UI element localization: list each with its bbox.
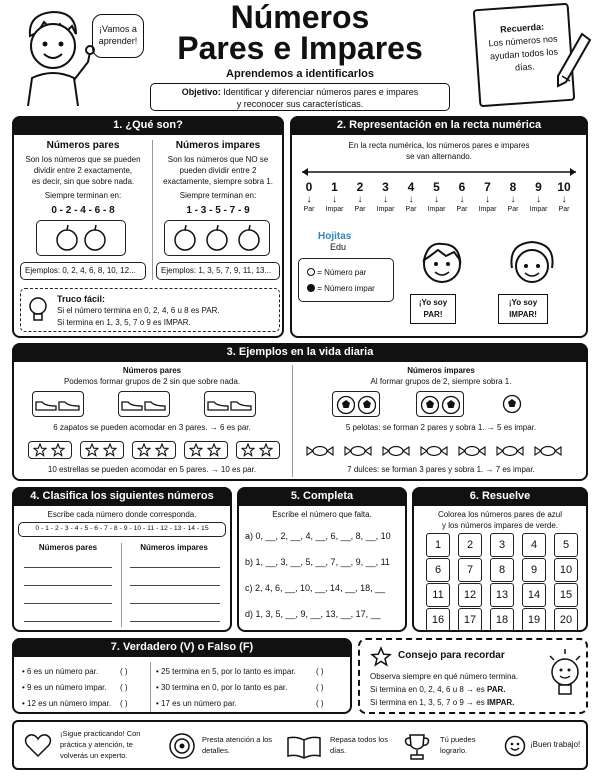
- grid-number-cell[interactable]: 2: [458, 533, 482, 557]
- grid-number-cell[interactable]: 20: [554, 608, 578, 632]
- tick-label: Impar: [427, 206, 446, 213]
- sequence-item[interactable]: c) 2, 4, 6, __, 10, __, 14, __, 18, __: [245, 583, 386, 593]
- advice-title: Consejo para recordar: [398, 650, 505, 661]
- tick-label: Impar: [325, 206, 344, 213]
- tick-number: 0: [305, 180, 313, 194]
- solve-instruction-2: y los números impares de verde.: [441, 521, 559, 530]
- heart-icon: [24, 732, 52, 758]
- odd-line: exactamente, siempre sobra 1.: [163, 177, 273, 186]
- ball-pair-icon: [332, 391, 380, 417]
- odd-column: [154, 140, 282, 217]
- section-1-header: 1. ¿Qué son?: [12, 116, 284, 135]
- balls-caption: 5 pelotas: se forman 2 pares y sobra 1. → 5 es impar.: [345, 423, 537, 432]
- tip-line-2: Si termina en 1, 3, 5, 7 o 9 es IMPAR.: [57, 318, 191, 327]
- brand-logo: [318, 232, 351, 253]
- girl-sign-2: IMPAR!: [509, 310, 537, 319]
- even-examples: Ejemplos: 0, 2, 4, 6, 8, 10, 12...: [20, 262, 146, 280]
- down-arrow-icon: ↓: [434, 194, 439, 205]
- tf-statement: 30 termina en 0, por lo tanto es par.: [161, 683, 288, 692]
- even-line: dividir entre 2 exactamente,: [33, 166, 133, 175]
- section-7-header: 7. Verdadero (V) o Falso (F): [12, 638, 352, 657]
- section-what-are: [12, 116, 284, 338]
- objective-text-2: y reconocer sus características.: [236, 99, 364, 109]
- star-pair-icon: [28, 441, 72, 459]
- pencil-icon: [552, 30, 592, 90]
- shoe-pair-icon: [118, 391, 170, 417]
- section-6-header: 6. Resuelve: [412, 487, 588, 506]
- shoe-pair-icon: [204, 391, 256, 417]
- lightbulb-icon: [27, 295, 49, 323]
- grid-number-cell[interactable]: 17: [458, 608, 482, 632]
- legend-box: [298, 258, 394, 302]
- speech-bubble: [92, 14, 144, 58]
- tip-box: [20, 288, 280, 332]
- odd-line: Son los números que NO se: [167, 155, 269, 164]
- section-2-header: 2. Representación en la recta numérica: [290, 116, 588, 135]
- logo-text-2: Edu: [330, 242, 347, 252]
- number-sequence: 0 - 1 - 2 - 3 - 4 - 5 - 6 - 7 - 8 - 9 - 10 - 11 - 12 - 13 - 14 - 15: [18, 522, 226, 537]
- tick-number: 9: [535, 180, 542, 194]
- girl-character: [502, 238, 562, 298]
- advice-impar: IMPAR.: [486, 698, 515, 707]
- down-arrow-icon: ↓: [510, 194, 516, 205]
- even-column: [18, 140, 148, 217]
- odd-line: Siempre terminan en:: [179, 191, 257, 200]
- two-apples: [36, 220, 126, 256]
- grid-number-cell[interactable]: 19: [522, 608, 546, 632]
- section-3-header: 3. Ejemplos en la vida diaria: [12, 343, 588, 362]
- grid-number-cell[interactable]: 12: [458, 583, 482, 607]
- footer-tip-3: Repasa todos los días.: [330, 735, 388, 755]
- solve-instruction-1: Colorea los números pares de azul: [437, 510, 563, 519]
- even-line: es decir, sin que sobre nada.: [31, 177, 135, 186]
- number-tick: [502, 180, 524, 213]
- sequence-item[interactable]: d) 1, 3, 5, __, 9, __, 13, __, 17, __: [245, 609, 381, 619]
- book-icon: [286, 734, 322, 760]
- tf-answer[interactable]: ( ): [316, 699, 324, 708]
- section-5-header: 5. Completa: [237, 487, 407, 506]
- even-line: Siempre terminan en:: [44, 191, 122, 200]
- single-ball-icon: [502, 391, 524, 417]
- tick-label: Impar: [529, 206, 548, 213]
- down-arrow-icon: ↓: [383, 194, 388, 205]
- three-apples: [164, 220, 270, 256]
- boy-character: [412, 238, 472, 298]
- subtitle: Aprendemos a identificarlos: [226, 68, 374, 80]
- candy-icon: [306, 445, 334, 457]
- number-tick: [528, 180, 550, 213]
- odd-title: Números impares: [175, 140, 261, 151]
- title-line-2: Pares e Impares: [177, 30, 423, 66]
- candy-icon: [344, 445, 372, 457]
- tick-number: 5: [433, 180, 440, 194]
- grid-number-cell[interactable]: 5: [554, 533, 578, 557]
- candy-icon: [382, 445, 410, 457]
- down-arrow-icon: ↓: [485, 194, 490, 205]
- even-line: Son los números que se pueden: [25, 155, 141, 164]
- number-tick: [400, 180, 422, 213]
- number-tick: [426, 180, 448, 213]
- tf-answer[interactable]: ( ): [120, 699, 128, 708]
- star-pair-icon: [80, 441, 124, 459]
- grid-number-cell[interactable]: 13: [490, 583, 514, 607]
- tick-number: 10: [557, 180, 571, 194]
- grid-number-cell[interactable]: 11: [426, 583, 450, 607]
- tick-number: 1: [331, 180, 338, 194]
- number-tick: [298, 180, 320, 213]
- section-4-header: 4. Clasifica los siguientes números: [12, 487, 232, 506]
- grid-number-cell[interactable]: 7: [458, 558, 482, 582]
- sequence-item[interactable]: b) 1, __, 3, __, 5, __, 7, __, 9, __, 11: [245, 557, 390, 567]
- star-pair-icon: [132, 441, 176, 459]
- s3-even-sub: Podemos formar grupos de 2 sin que sobre nada.: [63, 377, 241, 386]
- tf-answer[interactable]: ( ): [120, 667, 128, 676]
- intro-line-2: se van alternando.: [406, 152, 472, 161]
- section-daily-examples: [12, 343, 588, 481]
- tick-label: Par: [507, 206, 519, 213]
- section-number-line: [290, 116, 588, 338]
- intro-line-1: En la recta numérica, los números pares e impares: [348, 141, 530, 150]
- complete-instruction: Escribe el número que falta.: [272, 510, 372, 519]
- grid-number-cell[interactable]: 3: [490, 533, 514, 557]
- advice-line-2: Si termina en 0, 2, 4, 6 u 8 → es: [370, 685, 487, 694]
- objective-box: [150, 83, 450, 111]
- tf-statement: 6 es un número par.: [27, 667, 99, 676]
- sequence-item[interactable]: a) 0, __, 2, __, 4, __, 6, __, 8, __, 10: [245, 531, 391, 541]
- number-tick: [477, 180, 499, 213]
- stars-caption: 10 estrellas se pueden acomodar en 5 pares. → 10 es par.: [47, 465, 257, 474]
- tf-statement: 12 es un número impar.: [27, 699, 112, 708]
- tf-statement: 9 es un número impar.: [27, 683, 107, 692]
- tick-label: Par: [405, 206, 417, 213]
- footer-tip-5: ¡Buen trabajo!: [530, 740, 581, 749]
- footer-tip-1: ¡Sigue practicando! Con práctica y atención, te volverás un experto.: [60, 729, 141, 760]
- tf-statement: 17 es un número par.: [161, 699, 237, 708]
- col-even: Números pares: [38, 543, 98, 552]
- page-title: [150, 2, 450, 64]
- tick-label: Impar: [376, 206, 395, 213]
- candies-caption: 7 dulces: se forman 3 pares y sobra 1. → 7 es impar.: [347, 465, 535, 474]
- footer-tip-2: Presta atención a los detalles.: [202, 735, 273, 755]
- tick-number: 7: [484, 180, 491, 194]
- grid-number-cell[interactable]: 1: [426, 533, 450, 557]
- footer-tip-4: Tú puedes lograrlo.: [440, 735, 476, 755]
- advice-line-1: Observa siempre en qué número termina.: [370, 672, 519, 681]
- grid-number-cell[interactable]: 6: [426, 558, 450, 582]
- s3-odd-title: Números impares: [407, 366, 475, 375]
- col-odd: Números impares: [140, 543, 208, 552]
- number-tick: [349, 180, 371, 213]
- ball-pair-icon: [416, 391, 464, 417]
- tick-number: 6: [458, 180, 466, 194]
- legend-even: = Número par: [317, 268, 367, 277]
- s3-even-title: Números pares: [122, 366, 182, 375]
- grid-number-cell[interactable]: 15: [554, 583, 578, 607]
- boy-sign-1: ¡Yo soy: [418, 298, 448, 307]
- down-arrow-icon: ↓: [408, 194, 414, 205]
- section-complete: [237, 487, 407, 632]
- candy-icon: [458, 445, 486, 457]
- down-arrow-icon: ↓: [332, 194, 337, 205]
- number-tick: [324, 180, 346, 213]
- shoes-caption: 6 zapatos se pueden acomodar en 3 pares. → 6 es par.: [53, 423, 251, 432]
- candy-icon: [496, 445, 524, 457]
- grid-number-cell[interactable]: 4: [522, 533, 546, 557]
- down-arrow-icon: ↓: [306, 194, 312, 205]
- section-solve: [412, 487, 588, 632]
- classify-instruction: Escribe cada número donde corresponda.: [47, 510, 197, 519]
- tick-label: Par: [303, 206, 315, 213]
- tf-answer[interactable]: ( ): [316, 683, 324, 692]
- number-tick: [553, 180, 575, 213]
- objective-label: Objetivo:: [181, 87, 221, 97]
- tick-number: 8: [509, 180, 517, 194]
- tick-label: Par: [558, 206, 570, 213]
- down-arrow-icon: ↓: [357, 194, 363, 205]
- speech-text: ¡Vamos a aprender!: [98, 24, 138, 46]
- even-digits: 0 - 2 - 4 - 6 - 8: [51, 205, 115, 216]
- odd-dot-icon: [307, 284, 315, 292]
- tick-number: 2: [356, 180, 364, 194]
- number-tick: [375, 180, 397, 213]
- odd-digits: 1 - 3 - 5 - 7 - 9: [186, 205, 250, 216]
- grid-number-cell[interactable]: 10: [554, 558, 578, 582]
- title-line-1: Números: [230, 0, 370, 35]
- girl-sign: [498, 294, 548, 324]
- tick-number: 4: [407, 180, 415, 194]
- section-true-false: 7. Verdadero (V) o Falso (F) • 6 es un número par. • 9 es un número impar. • 12 es un número impar. ( ) ( ) ( ) • 25 termina en 5, por lo tanto es impar. • 30 termina en 0, por lo tanto es par. • 17 es un número par. ( ) ( ) ( ): [12, 638, 352, 714]
- footer-bar: [12, 720, 588, 770]
- tf-answer[interactable]: ( ): [316, 667, 324, 676]
- down-arrow-icon: ↓: [561, 194, 567, 205]
- s3-odd-sub: Al formar grupos de 2, siempre sobra 1.: [370, 377, 512, 386]
- grid-number-cell[interactable]: 9: [522, 558, 546, 582]
- tick-label: Par: [456, 206, 468, 213]
- tip-title: Truco fácil:: [57, 294, 106, 304]
- logo-text-1: Hojitas: [318, 231, 352, 242]
- down-arrow-icon: ↓: [459, 194, 465, 205]
- grid-number-cell[interactable]: 16: [426, 608, 450, 632]
- remember-text: Los números nos ayudan todos los días.: [488, 33, 559, 73]
- odd-line: pueden dividir entre 2: [179, 166, 257, 175]
- tick-label: Impar: [478, 206, 497, 213]
- number-tick: [451, 180, 473, 213]
- bulb-character-icon: [546, 648, 584, 706]
- target-icon: [168, 732, 196, 760]
- smiley-icon: [504, 735, 526, 757]
- even-title: Números pares: [46, 140, 120, 151]
- remember-title: Recuerda:: [499, 21, 545, 35]
- legend-odd: = Número impar: [317, 284, 375, 293]
- candy-icon: [534, 445, 562, 457]
- boy-sign-2: PAR!: [423, 310, 443, 319]
- objective-text-1: Identificar y diferenciar números pares e impares: [223, 87, 419, 97]
- grid-number-cell[interactable]: 8: [490, 558, 514, 582]
- grid-number-cell[interactable]: 18: [490, 608, 514, 632]
- tf-answer[interactable]: ( ): [120, 683, 128, 692]
- tick-label: Par: [354, 206, 366, 213]
- even-circle-icon: [307, 268, 315, 276]
- section-classify: [12, 487, 232, 632]
- trophy-icon: [402, 732, 432, 762]
- number-line-axis: [300, 166, 578, 178]
- shoe-pair-icon: [32, 391, 84, 417]
- boy-sign: [410, 294, 456, 324]
- odd-examples: Ejemplos: 1, 3, 5, 7, 9, 11, 13...: [156, 262, 280, 280]
- girl-sign-1: ¡Yo soy: [508, 298, 538, 307]
- star-icon: [370, 646, 392, 668]
- advice-line-3: Si termina en 1, 3, 5, 7 o 9 → es: [370, 698, 487, 707]
- grid-number-cell[interactable]: 14: [522, 583, 546, 607]
- star-pair-icon: [236, 441, 280, 459]
- advice-par: PAR.: [486, 685, 506, 694]
- candy-icon: [420, 445, 448, 457]
- tf-statement: 25 termina en 5, por lo tanto es impar.: [161, 667, 296, 676]
- advice-box: [358, 638, 588, 714]
- boy-illustration: [8, 6, 98, 106]
- down-arrow-icon: ↓: [536, 194, 541, 205]
- tip-line-1: Si el número termina en 0, 2, 4, 6 u 8 es PAR.: [57, 306, 220, 315]
- star-pair-icon: [184, 441, 228, 459]
- tick-number: 3: [382, 180, 389, 194]
